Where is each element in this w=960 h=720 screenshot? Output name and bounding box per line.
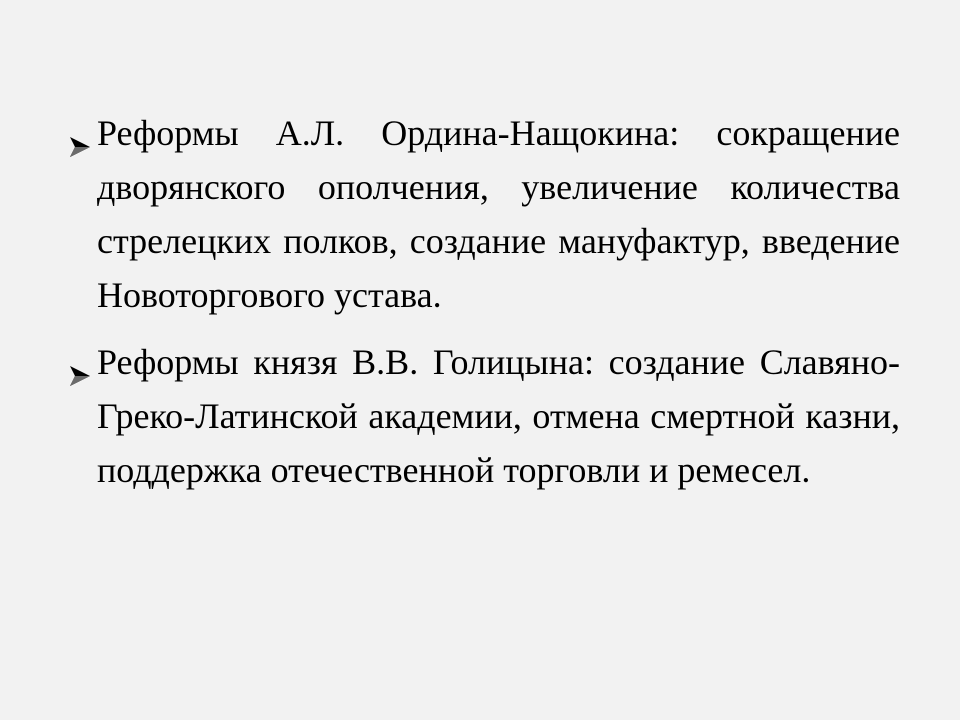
arrowhead-bullet-icon [68, 349, 92, 373]
bullet-list [68, 106, 900, 510]
bullet-text: Реформы А.Л. Ордина-Нащокина: сокращение дворянского ополчения, увеличение количества стрелецких полков, создание мануфактур, введение Новоторгового устава. [97, 113, 900, 315]
bullet-item-ordin-nashchokin [68, 106, 900, 322]
arrowhead-bullet-icon [68, 120, 92, 144]
bullet-text: Реформы князя В.В. Голицына: создание Славяно-Греко-Латинской академии, отмена смертной казни, поддержка отечественной торговли и ремесел. [97, 342, 900, 490]
bullet-item-golitsyn [68, 335, 900, 497]
